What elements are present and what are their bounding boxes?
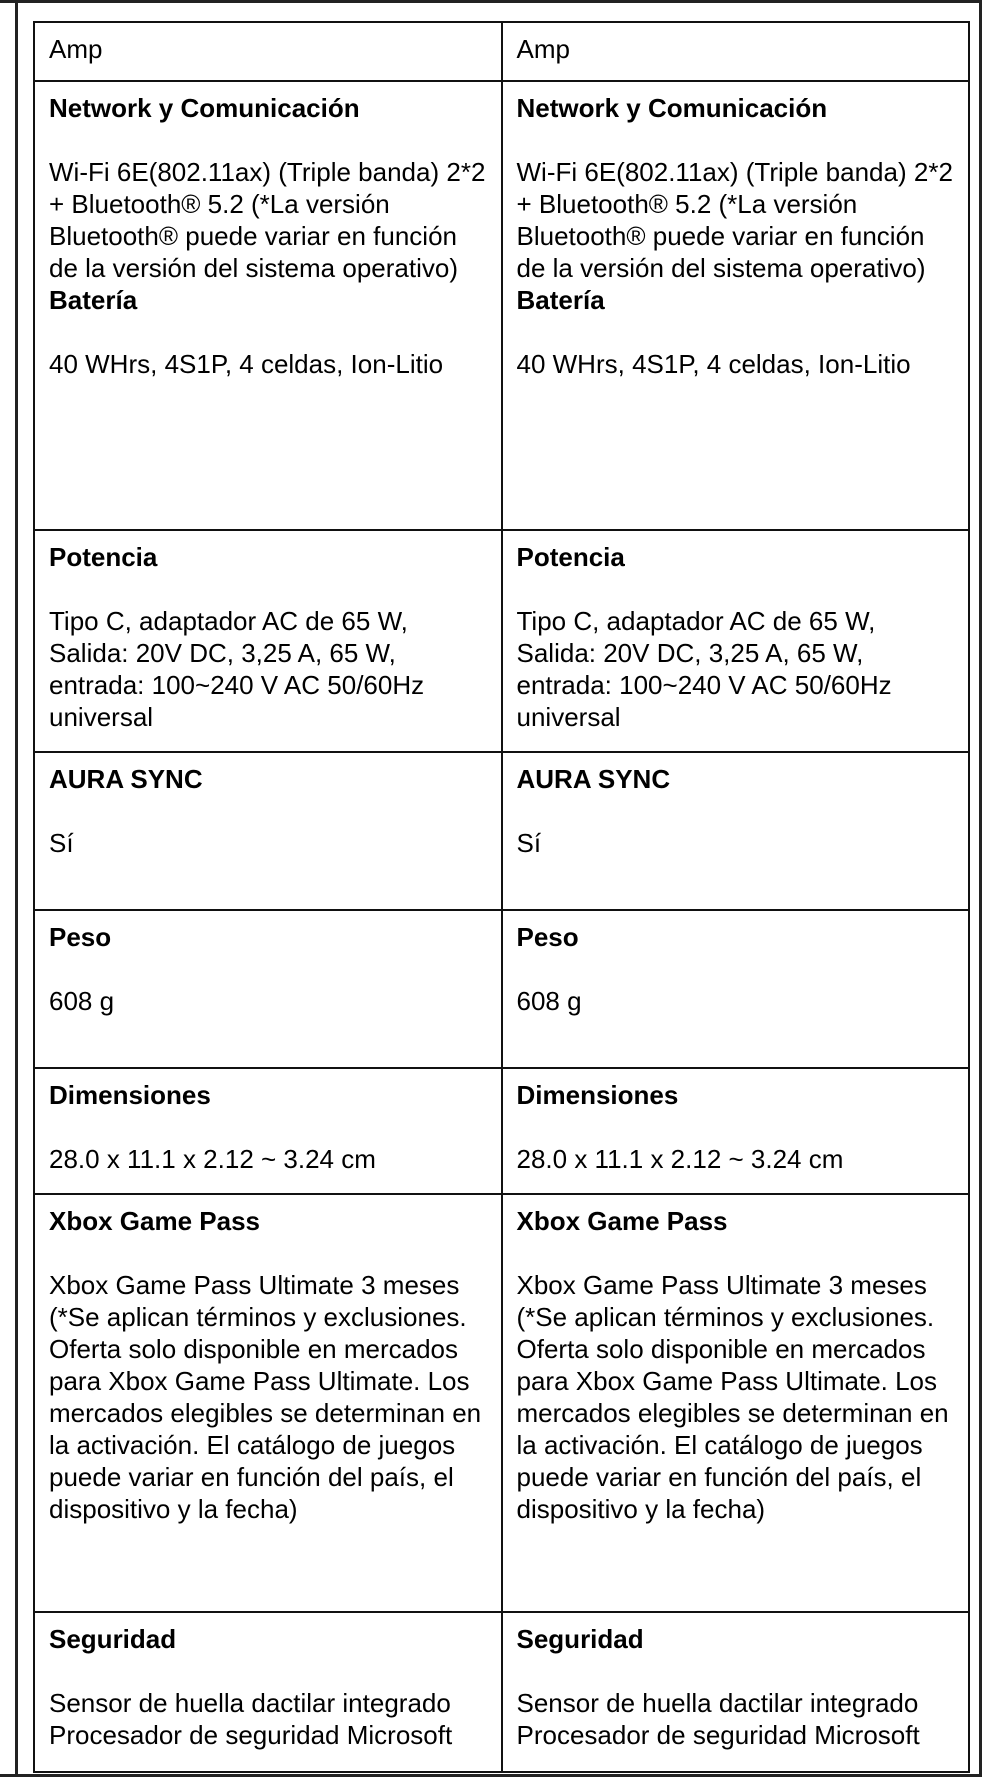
cell-text: Xbox Game Pass Ultimate 3 meses (*Se aplican términos y exclusiones. Oferta solo disponible en mercados para Xbox Game Pass Ultimate. Los mercados elegibles se determinan en la activación. El catálogo de juegos puede variar en función del país, el dispositivo y la fecha)	[516, 1270, 949, 1524]
table-cell	[34, 1612, 502, 1772]
table-row	[34, 1068, 969, 1194]
cell-title: Potencia	[49, 542, 158, 572]
table-cell	[502, 910, 970, 1068]
cell-text: Amp	[49, 34, 103, 64]
table-cell	[502, 81, 970, 530]
cell-text: Sensor de huella dactilar integrado Procesador de seguridad Microsoft	[516, 1688, 920, 1750]
table-cell	[34, 530, 502, 752]
spec-table	[33, 21, 970, 1773]
cell-title: Potencia	[516, 542, 625, 572]
table-cell	[34, 22, 502, 81]
cell-title: Dimensiones	[516, 1080, 679, 1110]
table-row	[34, 1194, 969, 1612]
cell-text: Xbox Game Pass Ultimate 3 meses (*Se aplican términos y exclusiones. Oferta solo disponible en mercados para Xbox Game Pass Ultimate. Los mercados elegibles se determinan en la activación. El catálogo de juegos puede variar en función del país, el dispositivo y la fecha)	[49, 1270, 482, 1524]
cell-text: 28.0 x 11.1 x 2.12 ~ 3.24 cm	[49, 1144, 376, 1174]
table-row	[34, 910, 969, 1068]
cell-text: 40 WHrs, 4S1P, 4 celdas, Ion-Litio	[49, 349, 444, 379]
cell-text: 608 g	[49, 986, 115, 1016]
table-row	[34, 1612, 969, 1772]
cell-text: Amp	[516, 34, 570, 64]
cell-title: AURA SYNC	[49, 764, 203, 794]
cell-text: Wi-Fi 6E(802.11ax) (Triple banda) 2*2 + Bluetooth® 5.2 (*La versión Bluetooth® puede variar en función de la versión del sistema operativo)	[49, 157, 486, 283]
cell-text: 28.0 x 11.1 x 2.12 ~ 3.24 cm	[516, 1144, 844, 1174]
table-cell	[34, 1194, 502, 1612]
cell-title: Xbox Game Pass	[516, 1206, 728, 1236]
table-row	[34, 22, 969, 81]
cell-title: Peso	[49, 922, 112, 952]
cell-title: Dimensiones	[49, 1080, 211, 1110]
cell-text: Sí	[516, 828, 542, 858]
table-cell	[502, 1612, 970, 1772]
cell-title: AURA SYNC	[516, 764, 671, 794]
cell-text: Tipo C, adaptador AC de 65 W, Salida: 20V DC, 3,25 A, 65 W, entrada: 100~240 V AC 50/60Hz universal	[49, 606, 425, 732]
cell-title: Peso	[516, 922, 579, 952]
table-cell	[34, 81, 502, 530]
cell-text: 608 g	[516, 986, 582, 1016]
cell-title: Network y Comunicación	[49, 93, 360, 123]
cell-title: Seguridad	[49, 1624, 177, 1654]
table-cell	[502, 530, 970, 752]
table-row	[34, 81, 969, 530]
table-row	[34, 752, 969, 910]
table-cell	[34, 1068, 502, 1194]
table-cell	[34, 752, 502, 910]
table-cell	[34, 910, 502, 1068]
cell-text: Sí	[49, 828, 74, 858]
cell-text: Tipo C, adaptador AC de 65 W, Salida: 20V DC, 3,25 A, 65 W, entrada: 100~240 V AC 50/60Hz universal	[516, 606, 892, 732]
cell-title: Seguridad	[516, 1624, 644, 1654]
table-cell	[502, 1068, 970, 1194]
cell-text: Wi-Fi 6E(802.11ax) (Triple banda) 2*2 + Bluetooth® 5.2 (*La versión Bluetooth® puede variar en función de la versión del sistema operativo)	[516, 157, 953, 283]
left-margin-bar	[0, 0, 18, 1777]
cell-text: 40 WHrs, 4S1P, 4 celdas, Ion-Litio	[516, 349, 911, 379]
table-cell	[502, 22, 970, 81]
cell-title: Xbox Game Pass	[49, 1206, 260, 1236]
cell-text: Sensor de huella dactilar integrado Procesador de seguridad Microsoft	[49, 1688, 453, 1750]
table-cell	[502, 1194, 970, 1612]
cell-title: Network y Comunicación	[516, 93, 828, 123]
table-cell	[502, 752, 970, 910]
cell-title: Batería	[49, 285, 138, 315]
table-row	[34, 530, 969, 752]
cell-title: Batería	[516, 285, 605, 315]
